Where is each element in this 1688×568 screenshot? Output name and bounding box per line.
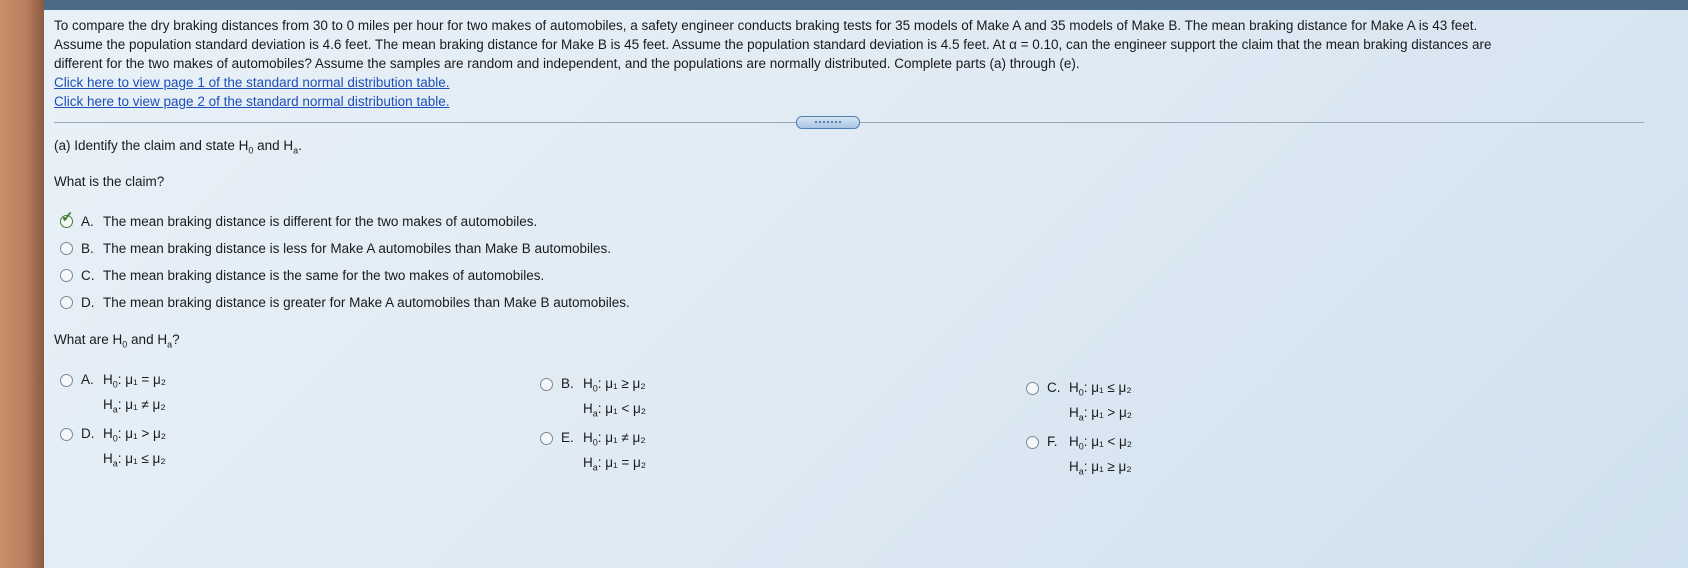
checkmark-icon: ✓ — [61, 209, 74, 226]
claim-option-a[interactable]: ✓ A. The mean braking distance is different for the two makes of automobiles. — [61, 209, 538, 229]
radio-button-selected[interactable] — [60, 209, 74, 228]
normal-table-page-1-link[interactable]: Click here to view page 1 of the standard normal distribution table. — [54, 75, 450, 90]
radio-button[interactable] — [540, 432, 553, 445]
pane-splitter-handle[interactable] — [796, 116, 860, 129]
radio-button[interactable] — [60, 242, 73, 255]
radio-button[interactable] — [1026, 382, 1039, 395]
alternative-hypothesis: $H_a$: μ₁ < μ₂ — [583, 400, 647, 419]
problem-text-line-1: To compare the dry braking distances from 30 to 0 miles per hour for two makes of automobiles, a safety engineer conducts braking tests for 35 models of Make A and 35 models of Make B. The mean braking distance for Make A is 43 feet. — [54, 18, 1478, 33]
claim-option-text: The mean braking distance is different for the two makes of automobiles. — [103, 214, 538, 229]
radio-button[interactable] — [60, 269, 73, 282]
null-hypothesis: $H_0$: μ₁ ≤ μ₂ — [1069, 380, 1132, 398]
hypothesis-option-c[interactable]: C. $H_0$: μ₁ ≤ μ₂ $H_a$: μ₁ > μ₂ — [1026, 378, 1132, 427]
claim-option-text: The mean braking distance is the same for the two makes of automobiles. — [103, 268, 545, 283]
null-hypothesis: $H_0$: μ₁ > μ₂ — [103, 426, 167, 444]
problem-text-line-3: different for the two makes of automobiles? Assume the samples are random and independent, and the populations are normally distributed. Complete parts (a) through (e). — [54, 56, 1080, 71]
alternative-hypothesis: $H_a$: μ₁ = μ₂ — [583, 454, 647, 473]
radio-button[interactable] — [60, 428, 73, 441]
alternative-hypothesis: $H_a$: μ₁ ≠ μ₂ — [103, 396, 166, 415]
hypotheses-question: What are $H_0$ and $H_a$? — [54, 332, 180, 350]
null-hypothesis: $H_0$: μ₁ ≥ μ₂ — [583, 376, 646, 394]
alternative-hypothesis: $H_a$: μ₁ ≤ μ₂ — [103, 450, 166, 469]
claim-option-text: The mean braking distance is less for Make A automobiles than Make B automobiles. — [103, 241, 612, 256]
part-a-heading: (a) Identify the claim and state $H_0$ and $H_a$. — [54, 138, 302, 156]
alternative-hypothesis: $H_a$: μ₁ ≥ μ₂ — [1069, 458, 1132, 477]
alternative-hypothesis: $H_a$: μ₁ > μ₂ — [1069, 404, 1133, 423]
hypothesis-option-e[interactable]: E. $H_0$: μ₁ ≠ μ₂ $H_a$: μ₁ = μ₂ — [540, 428, 646, 477]
normal-table-page-2-link[interactable]: Click here to view page 2 of the standard normal distribution table. — [54, 94, 450, 109]
radio-button[interactable] — [60, 296, 73, 309]
claim-option-d[interactable]: D. The mean braking distance is greater for Make A automobiles than Make B automobiles. — [60, 289, 630, 316]
claim-option-text: The mean braking distance is greater for Make A automobiles than Make B automobiles. — [103, 295, 630, 310]
problem-statement — [54, 16, 1614, 111]
radio-button[interactable] — [1026, 436, 1039, 449]
null-hypothesis: $H_0$: μ₁ ≠ μ₂ — [583, 430, 646, 448]
hypothesis-option-a[interactable]: A. $H_0$: μ₁ = μ₂ $H_a$: μ₁ ≠ μ₂ — [60, 370, 166, 419]
hypothesis-option-f[interactable]: F. $H_0$: μ₁ < μ₂ $H_a$: μ₁ ≥ μ₂ — [1026, 432, 1132, 481]
null-hypothesis: $H_0$: μ₁ = μ₂ — [103, 372, 167, 390]
question-panel — [44, 10, 1688, 568]
claim-option-c[interactable]: C. The mean braking distance is the same for the two makes of automobiles. — [60, 262, 630, 289]
claim-options — [60, 208, 630, 316]
radio-button[interactable] — [540, 378, 553, 391]
hypothesis-option-b[interactable]: B. $H_0$: μ₁ ≥ μ₂ $H_a$: μ₁ < μ₂ — [540, 374, 646, 423]
radio-button[interactable] — [60, 374, 73, 387]
claim-option-b[interactable]: B. The mean braking distance is less for Make A automobiles than Make B automobiles. — [60, 235, 630, 262]
problem-text-line-2: Assume the population standard deviation is 4.6 feet. The mean braking distance for Make B is 45 feet. Assume the population standard deviation is 4.5 feet. At α = 0.10, can the engineer support the claim that the mean braking distances are — [54, 37, 1492, 52]
grip-dots-icon — [815, 121, 841, 125]
claim-question: What is the claim? — [54, 174, 165, 189]
null-hypothesis: $H_0$: μ₁ < μ₂ — [1069, 434, 1133, 452]
hypothesis-option-d[interactable]: D. $H_0$: μ₁ > μ₂ $H_a$: μ₁ ≤ μ₂ — [60, 424, 166, 473]
monitor-bezel — [0, 0, 44, 568]
window-top-bar — [44, 0, 1688, 10]
